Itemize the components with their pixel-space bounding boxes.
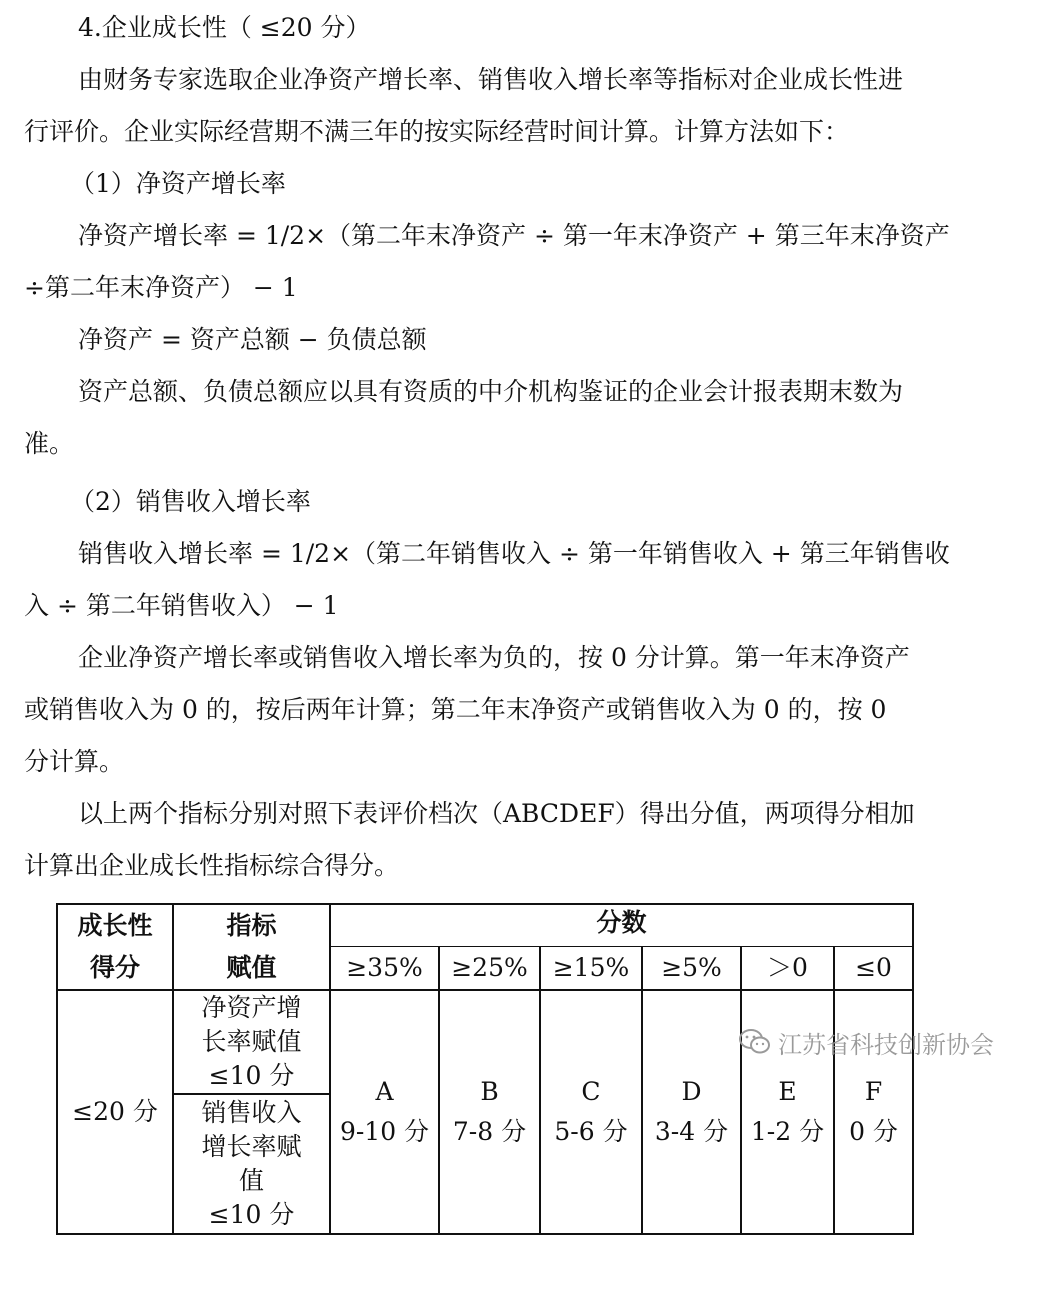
header-score-label: 得分 [89,952,140,982]
indicator-sales-cell [174,1095,329,1233]
threshold-cell: ＞0 [767,953,808,982]
indicator-net-assets-cell [174,991,329,1093]
grade-letter: D [681,1077,702,1106]
paragraph-line: 资产总额、负债总额应以具有资质的中介机构鉴证的企业会计报表期末数为 [78,377,904,406]
formula-line: 销售收入增长率 = 1/2×（第二年销售收入 ÷ 第一年销售收入 + 第三年销售收 [78,539,950,568]
threshold-cell: ≥15% [552,953,630,982]
paragraph-line: 行评价。企业实际经营期不满三年的按实际经营时间计算。计算方法如下： [24,117,850,146]
formula-line: 净资产增长率 = 1/2×（第二年末净资产 ÷ 第一年末净资产 + 第三年末净资产 [78,221,950,250]
grade-letter: F [864,1077,883,1106]
scoring-table [56,903,914,1235]
section-heading: 4.企业成长性（ ≤20 分） [78,13,371,42]
grade-points: 5-6 分 [554,1117,628,1146]
grade-points: 3-4 分 [654,1117,729,1146]
indicator-text: ≤10 分 [208,1200,295,1229]
indicator-text: 销售收入 [201,1098,302,1127]
watermark [738,1024,994,1060]
grade-points: 1-2 分 [750,1117,825,1146]
paragraph-line: 企业净资产增长率或销售收入增长率为负的，按 0 分计算。第一年末净资产 [78,643,910,672]
grade-cell [643,991,740,1233]
watermark-text: 江苏省科技创新协会 [778,1030,994,1059]
threshold-cell: ≥35% [346,953,423,982]
grade-points: 7-8 分 [452,1117,527,1146]
grade-points: 0 分 [849,1117,898,1146]
grade-cell [440,991,539,1233]
grade-points: 9-10 分 [339,1117,430,1146]
paragraph-line: 由财务专家选取企业净资产增长率、销售收入增长率等指标对企业成长性进 [78,65,904,94]
grade-letter: E [778,1077,797,1106]
grade-letter: A [375,1077,394,1106]
paragraph-line: 以上两个指标分别对照下表评价档次（ABCDEF）得出分值，两项得分相加 [78,799,915,828]
wechat-icon [738,1027,772,1057]
indicator-text: 净资产增 [201,993,302,1022]
threshold-cell: ≥25% [451,953,528,982]
paragraph-line: 或销售收入为 0 的，按后两年计算；第二年末净资产或销售收入为 0 的，按 0 [24,695,887,724]
subheading: （1）净资产增长率 [70,169,286,198]
header-growth-label: 成长性 [77,910,153,940]
header-assigned-label: 赋值 [226,952,277,982]
header-indicator-label: 指标 [226,910,277,940]
paragraph-line: 分计算。 [24,747,125,776]
header-points-label: 分数 [596,908,647,937]
formula-line: ÷第二年末净资产） − 1 [24,273,298,302]
grade-cell [541,991,641,1233]
paragraph-line: 计算出企业成长性指标综合得分。 [24,851,400,880]
indicator-text: ≤10 分 [208,1061,295,1090]
formula-line: 净资产 = 资产总额 − 负债总额 [78,325,427,354]
threshold-cell: ≥5% [661,953,722,982]
indicator-text: 增长率赋 [201,1132,302,1161]
threshold-cell: ≤0 [855,953,892,982]
indicator-text: 长率赋值 [201,1027,302,1056]
indicator-text: 值 [238,1166,264,1195]
grade-cell [331,991,438,1233]
subheading: （2）销售收入增长率 [70,487,311,516]
grade-letter: C [581,1077,601,1106]
formula-line: 入 ÷ 第二年销售收入） − 1 [24,591,339,620]
total-score-cell: ≤20 分 [72,1097,158,1126]
grade-letter: B [480,1077,499,1106]
paragraph-line: 准。 [24,429,75,458]
